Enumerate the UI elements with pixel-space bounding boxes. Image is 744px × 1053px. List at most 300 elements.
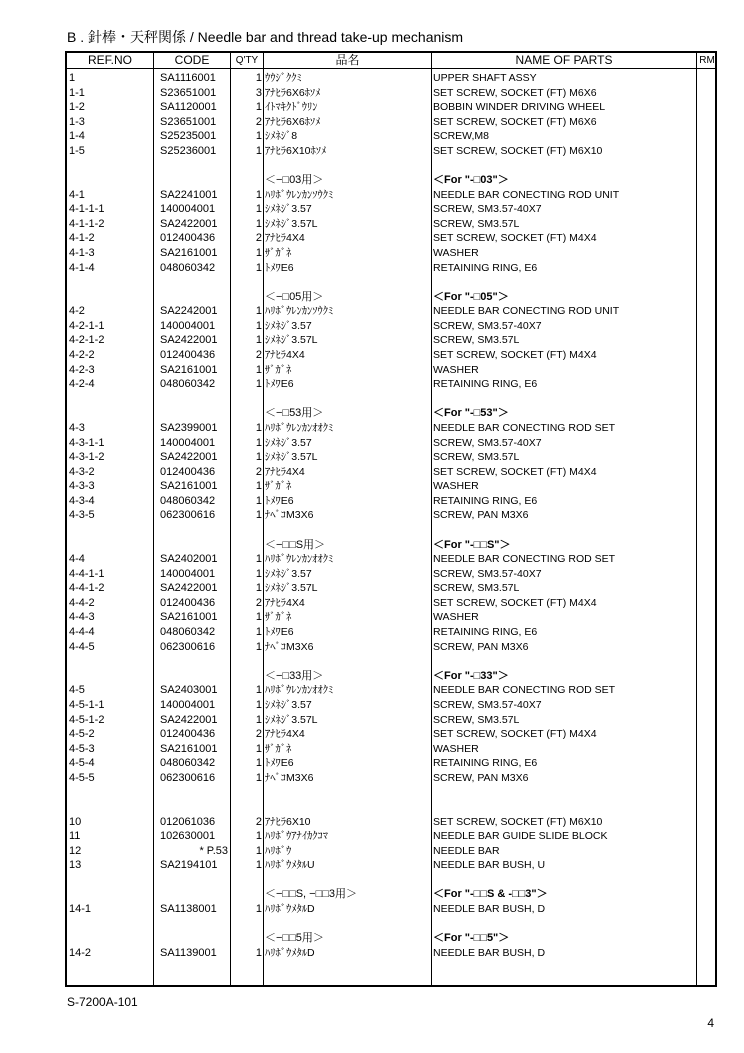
ref-no-cell: 4-4-1-1 [69, 567, 105, 580]
japanese-name-cell: ﾅﾍﾞｺM3X6 [265, 509, 314, 522]
table-row [67, 392, 715, 406]
header-ref-no: REF.NO [87, 53, 132, 67]
table-row [67, 742, 715, 756]
table-row [67, 917, 715, 931]
japanese-name-cell: ﾊﾘﾎﾞｳ [265, 844, 292, 857]
table-condition-row [67, 290, 715, 304]
table-row [67, 479, 715, 493]
qty-cell: 1 [255, 567, 262, 580]
table-row [67, 596, 715, 610]
part-name-cell: SCREW, SM3.57-40X7 [433, 436, 542, 449]
code-cell: 048060342 [160, 261, 216, 274]
ref-no-cell: 4-3-3 [69, 480, 95, 493]
qty-cell: 1 [255, 378, 262, 391]
ref-no-cell: 10 [69, 815, 82, 828]
japanese-name-cell: ﾊﾘﾎﾞｳﾚﾝｶﾝｵｵｸﾐ [265, 553, 334, 566]
table-row [67, 86, 715, 100]
table-row [67, 202, 715, 216]
ref-no-cell: 13 [69, 859, 82, 872]
header-divider [67, 68, 715, 69]
page-title: B . 針棒・天秤関係 / Needle bar and thread take-up mechanism [67, 29, 464, 45]
part-name-cell: SET SCREW, SOCKET (FT) M6X10 [433, 144, 603, 157]
qty-cell: 1 [255, 757, 262, 770]
code-cell: 012400436 [160, 349, 216, 362]
japanese-name-cell: ﾄﾒﾜE6 [265, 494, 294, 507]
ref-no-cell: 4-1-1-1 [69, 203, 105, 216]
japanese-name-cell: ｳｳｼﾞｸｸﾐ [265, 72, 302, 84]
table-row [67, 640, 715, 654]
qty-cell: 1 [255, 582, 262, 595]
part-name-cell: SCREW, SM3.57-40X7 [433, 203, 542, 216]
code-cell: 062300616 [160, 509, 216, 522]
code-cell: S23651001 [160, 115, 217, 128]
part-name-cell: ＜For "-□03"＞ [433, 174, 509, 187]
table-row [67, 421, 715, 435]
ref-no-cell: 4-4 [69, 553, 85, 566]
part-name-cell: WASHER [433, 246, 479, 259]
japanese-name-cell: ｼﾒﾈｼﾞ3.57 [265, 319, 312, 332]
part-name-cell: NEEDLE BAR BUSH, D [433, 903, 546, 916]
code-cell: * P.53 [199, 844, 228, 857]
japanese-name-cell: ｱﾅﾋﾗ6X10ﾎｿﾒ [265, 144, 327, 157]
part-name-cell: WASHER [433, 742, 479, 755]
qty-cell: 1 [255, 611, 262, 624]
code-cell: 012400436 [160, 728, 216, 741]
japanese-name-cell: ｱﾅﾋﾗ4X4 [265, 728, 305, 741]
qty-cell: 1 [255, 101, 262, 114]
ref-no-cell: 4-4-2 [69, 596, 95, 609]
ref-no-cell: 4-5-5 [69, 771, 95, 784]
table-row [67, 246, 715, 260]
table-row [67, 465, 715, 479]
japanese-name-cell: ｼﾒﾈｼﾞ3.57 [265, 203, 312, 216]
ref-no-cell: 4-2-2 [69, 349, 95, 362]
qty-cell: 1 [255, 188, 262, 201]
ref-no-cell: 4-4-5 [69, 640, 95, 653]
japanese-name-cell: ｻﾞｶﾞﾈ [265, 480, 292, 493]
table-row [67, 698, 715, 712]
part-name-cell: RETAINING RING, E6 [433, 757, 538, 770]
ref-no-cell: 4-1-2 [69, 232, 95, 245]
part-name-cell: SET SCREW, SOCKET (FT) M4X4 [433, 596, 597, 609]
japanese-name-cell: ﾊﾘﾎﾞｳﾒﾀﾙU [265, 859, 315, 872]
ref-no-cell: 1-2 [69, 101, 85, 114]
part-name-cell: ＜For "-□□5"＞ [433, 932, 510, 945]
qty-cell: 1 [255, 130, 262, 143]
ref-no-cell: 4-1-4 [69, 261, 95, 274]
table-condition-row [67, 173, 715, 187]
part-name-cell: RETAINING RING, E6 [433, 494, 538, 507]
ref-no-cell: 1-3 [69, 115, 85, 128]
part-name-cell: SCREW, PAN M3X6 [433, 509, 529, 522]
ref-no-cell: 4-3-5 [69, 509, 95, 522]
japanese-name-cell: ｱﾅﾋﾗ4X4 [265, 232, 305, 245]
qty-cell: 1 [255, 859, 262, 872]
part-name-cell: NEEDLE BAR GUIDE SLIDE BLOCK [433, 830, 608, 843]
part-name-cell: SET SCREW, SOCKET (FT) M6X6 [433, 86, 597, 99]
japanese-name-cell: ﾄﾒﾜE6 [265, 757, 294, 770]
code-cell: SA2422001 [160, 334, 218, 347]
table-row [67, 610, 715, 624]
part-name-cell: SET SCREW, SOCKET (FT) M4X4 [433, 232, 597, 245]
qty-cell: 1 [255, 217, 262, 230]
table-row [67, 844, 715, 858]
qty-cell: 1 [255, 334, 262, 347]
table-row [67, 815, 715, 829]
qty-cell: 1 [255, 144, 262, 157]
part-name-cell: NEEDLE BAR CONECTING ROD UNIT [433, 305, 620, 318]
ref-no-cell: 4-2-1-2 [69, 334, 105, 347]
qty-cell: 2 [255, 465, 262, 478]
header-name-of-parts: NAME OF PARTS [515, 53, 613, 67]
qty-cell: 1 [255, 436, 262, 449]
table-row [67, 319, 715, 333]
japanese-name-cell: ｼﾒﾈｼﾞ3.57L [265, 713, 318, 726]
ref-no-cell: 12 [69, 844, 82, 857]
japanese-name-cell: ｱﾅﾋﾗ6X6ﾎｿﾒ [265, 86, 321, 99]
code-cell: 140004001 [160, 203, 216, 216]
part-name-cell: SCREW, SM3.57L [433, 451, 520, 464]
japanese-name-cell: ﾅﾍﾞｺM3X6 [265, 640, 314, 653]
ref-no-cell: 4-3-1-1 [69, 436, 105, 449]
qty-cell: 1 [255, 771, 262, 784]
code-cell: 062300616 [160, 640, 216, 653]
part-name-cell: SET SCREW, SOCKET (FT) M4X4 [433, 465, 597, 478]
ref-no-cell: 4-5-1-1 [69, 698, 105, 711]
code-cell: 062300616 [160, 771, 216, 784]
table-row [67, 115, 715, 129]
table-row [67, 275, 715, 289]
japanese-name-cell: ｱﾅﾋﾗ4X4 [265, 465, 305, 478]
japanese-name-cell: ｼﾒﾈｼﾞ3.57 [265, 698, 312, 711]
code-cell: 140004001 [160, 698, 216, 711]
qty-cell: 1 [255, 319, 262, 332]
japanese-name-cell: ｻﾞｶﾞﾈ [265, 246, 292, 259]
qty-cell: 1 [255, 509, 262, 522]
qty-cell: 1 [255, 553, 262, 566]
code-cell: SA2242001 [160, 305, 218, 318]
japanese-name-cell: ﾄﾒﾜE6 [265, 626, 294, 639]
table-condition-row [67, 669, 715, 683]
code-cell: SA1138001 [160, 903, 217, 916]
part-name-cell: BOBBIN WINDER DRIVING WHEEL [433, 101, 606, 114]
qty-cell: 1 [255, 363, 262, 376]
qty-cell: 1 [255, 261, 262, 274]
japanese-name-cell: ＜−□□S用＞ [265, 538, 326, 551]
ref-no-cell: 4-5-2 [69, 728, 95, 741]
japanese-name-cell: ｱﾅﾋﾗ6X10 [265, 815, 311, 828]
ref-no-cell: 4-2-1-1 [69, 319, 105, 332]
table-row [67, 333, 715, 347]
table-row [67, 800, 715, 814]
ref-no-cell: 4-4-4 [69, 626, 95, 639]
code-cell: S25236001 [160, 144, 217, 157]
table-row [67, 377, 715, 391]
table-row [67, 71, 715, 85]
japanese-name-cell: ｼﾒﾈｼﾞ3.57 [265, 567, 312, 580]
japanese-name-cell: ｻﾞｶﾞﾈ [265, 611, 292, 624]
ref-no-cell: 4-3 [69, 421, 85, 434]
qty-cell: 1 [255, 903, 262, 916]
table-row [67, 158, 715, 172]
table-row [67, 785, 715, 799]
part-name-cell: UPPER SHAFT ASSY [433, 72, 537, 84]
qty-cell: 1 [255, 713, 262, 726]
code-cell: S25235001 [160, 130, 217, 143]
qty-cell: 1 [255, 626, 262, 639]
page-number: 4 [707, 1016, 714, 1030]
ref-no-cell: 11 [69, 830, 81, 843]
ref-no-cell: 14-1 [69, 903, 92, 916]
code-cell: 102630001 [160, 830, 216, 843]
part-name-cell: NEEDLE BAR BUSH, U [433, 859, 546, 872]
code-cell: 140004001 [160, 319, 216, 332]
table-row [67, 304, 715, 318]
table-row [67, 261, 715, 275]
part-name-cell: ＜For "-□□S & -□□3"＞ [433, 888, 548, 901]
code-cell: 012400436 [160, 232, 216, 245]
code-cell: 048060342 [160, 626, 216, 639]
ref-no-cell: 4-2 [69, 305, 85, 318]
code-cell: 140004001 [160, 436, 216, 449]
japanese-name-cell: ﾄﾒﾜE6 [265, 261, 294, 274]
qty-cell: 2 [255, 349, 262, 362]
table-condition-row [67, 406, 715, 420]
qty-cell: 2 [255, 728, 262, 741]
part-name-cell: SCREW, SM3.57-40X7 [433, 698, 542, 711]
part-name-cell: NEEDLE BAR CONECTING ROD SET [433, 684, 616, 697]
table-row [67, 713, 715, 727]
table-row [67, 523, 715, 537]
japanese-name-cell: ﾊﾘﾎﾞｳﾚﾝｶﾝｿｳｸﾐ [265, 188, 334, 201]
table-condition-row [67, 538, 715, 552]
ref-no-cell: 4-3-4 [69, 494, 95, 507]
part-name-cell: SET SCREW, SOCKET (FT) M6X10 [433, 815, 603, 828]
table-row [67, 873, 715, 887]
japanese-name-cell: ﾄﾒﾜE6 [265, 378, 294, 391]
qty-cell: 1 [255, 305, 262, 318]
japanese-name-cell: ＜−□□5用＞ [265, 932, 324, 945]
document-code: S-7200A-101 [67, 995, 138, 1009]
part-name-cell: NEEDLE BAR [433, 844, 500, 857]
table-row [67, 683, 715, 697]
ref-no-cell: 4-3-2 [69, 465, 95, 478]
qty-cell: 1 [255, 421, 262, 434]
header-japanese-name: 品名 [335, 53, 360, 67]
ref-no-cell: 4-5-4 [69, 757, 95, 770]
qty-cell: 2 [255, 115, 262, 128]
header-rm: RM [699, 55, 715, 66]
part-name-cell: SET SCREW, SOCKET (FT) M6X6 [433, 115, 597, 128]
part-name-cell: ＜For "-□□S"＞ [433, 538, 511, 551]
ref-no-cell: 4-5-3 [69, 742, 95, 755]
japanese-name-cell: ｼﾒﾈｼﾞ3.57L [265, 582, 318, 595]
part-name-cell: RETAINING RING, E6 [433, 261, 538, 274]
header-qty: Q'TY [235, 55, 259, 66]
part-name-cell: NEEDLE BAR CONECTING ROD SET [433, 421, 616, 434]
code-cell: SA2161001 [160, 363, 218, 376]
japanese-name-cell: ﾊﾘﾎﾞｳﾚﾝｶﾝｵｵｸﾐ [265, 421, 334, 434]
part-name-cell: SCREW, SM3.57L [433, 217, 520, 230]
ref-no-cell: 1-1 [69, 86, 85, 99]
qty-cell: 1 [255, 72, 262, 84]
japanese-name-cell: ﾊﾘﾎﾞｳﾚﾝｶﾝｵｵｸﾐ [265, 684, 334, 697]
qty-cell: 1 [255, 203, 262, 216]
part-name-cell: ＜For "-□53"＞ [433, 407, 509, 420]
table-row [67, 231, 715, 245]
table-row [67, 654, 715, 668]
ref-no-cell: 4-4-3 [69, 611, 95, 624]
ref-no-cell: 4-3-1-2 [69, 451, 105, 464]
qty-cell: 1 [255, 684, 262, 697]
table-row [67, 363, 715, 377]
code-cell: 012061036 [160, 815, 216, 828]
part-name-cell: WASHER [433, 480, 479, 493]
qty-cell: 1 [255, 830, 262, 843]
qty-cell: 1 [255, 844, 262, 857]
parts-table [65, 51, 717, 987]
japanese-name-cell: ﾊﾘﾎﾞｳﾚﾝｶﾝｿｳｸﾐ [265, 305, 334, 318]
ref-no-cell: 4-1 [69, 188, 85, 201]
qty-cell: 1 [255, 946, 262, 959]
table-row [67, 144, 715, 158]
table-row [67, 625, 715, 639]
code-cell: S23651001 [160, 86, 217, 99]
japanese-name-cell: ｱﾅﾋﾗ4X4 [265, 349, 305, 362]
part-name-cell: RETAINING RING, E6 [433, 378, 538, 391]
japanese-name-cell: ﾊﾘﾎﾞｳﾒﾀﾙD [265, 946, 315, 959]
part-name-cell: SCREW, SM3.57L [433, 334, 520, 347]
japanese-name-cell: ｻﾞｶﾞﾈ [265, 363, 292, 376]
ref-no-cell: 4-5-1-2 [69, 713, 105, 726]
japanese-name-cell: ｼﾒﾈｼﾞ3.57L [265, 217, 318, 230]
qty-cell: 1 [255, 451, 262, 464]
ref-no-cell: 4-1-3 [69, 246, 95, 259]
qty-cell: 1 [255, 640, 262, 653]
part-name-cell: SCREW, SM3.57L [433, 582, 520, 595]
part-name-cell: NEEDLE BAR CONECTING ROD UNIT [433, 188, 620, 201]
part-name-cell: SET SCREW, SOCKET (FT) M4X4 [433, 728, 597, 741]
ref-no-cell: 4-1-1-2 [69, 217, 105, 230]
japanese-name-cell: ﾊﾘﾎﾞｳｱﾅｲｶｸｺﾏ [265, 830, 328, 843]
table-row [67, 902, 715, 916]
table-row [67, 436, 715, 450]
code-cell: SA1139001 [160, 946, 217, 959]
code-cell: SA2241001 [160, 188, 218, 201]
part-name-cell: NEEDLE BAR CONECTING ROD SET [433, 553, 616, 566]
qty-cell: 1 [255, 246, 262, 259]
code-cell: SA2194101 [160, 859, 218, 872]
japanese-name-cell: ｼﾒﾈｼﾞ8 [265, 130, 298, 143]
japanese-name-cell: ｼﾒﾈｼﾞ3.57L [265, 334, 318, 347]
part-name-cell: SCREW, PAN M3X6 [433, 640, 529, 653]
code-cell: SA2422001 [160, 217, 218, 230]
japanese-name-cell: ＜−□03用＞ [265, 174, 324, 187]
part-name-cell: WASHER [433, 363, 479, 376]
part-name-cell: SCREW, PAN M3X6 [433, 771, 529, 784]
code-cell: SA2422001 [160, 451, 218, 464]
qty-cell: 1 [255, 742, 262, 755]
japanese-name-cell: ＜−□□S, −□□3用＞ [265, 888, 357, 901]
code-cell: 012400436 [160, 596, 216, 609]
ref-no-cell: 1-4 [69, 130, 85, 143]
code-cell: 012400436 [160, 465, 216, 478]
part-name-cell: ＜For "-□33"＞ [433, 669, 509, 682]
table-condition-row [67, 887, 715, 901]
table-row [67, 450, 715, 464]
table-row [67, 552, 715, 566]
part-name-cell: SET SCREW, SOCKET (FT) M4X4 [433, 349, 597, 362]
code-cell: SA2403001 [160, 684, 218, 697]
table-row [67, 494, 715, 508]
code-cell: SA2161001 [160, 611, 218, 624]
qty-cell: 2 [255, 815, 262, 828]
table-row [67, 771, 715, 785]
table-row [67, 858, 715, 872]
part-name-cell: ＜For "-□05"＞ [433, 290, 509, 303]
ref-no-cell: 4-4-1-2 [69, 582, 105, 595]
table-row [67, 129, 715, 143]
code-cell: 048060342 [160, 494, 216, 507]
code-cell: SA2422001 [160, 713, 218, 726]
japanese-name-cell: ｱﾅﾋﾗ4X4 [265, 596, 305, 609]
part-name-cell: WASHER [433, 611, 479, 624]
qty-cell: 2 [255, 232, 262, 245]
ref-no-cell: 4-2-4 [69, 378, 95, 391]
japanese-name-cell: ｲﾄﾏｷｸﾄﾞｳﾘﾝ [265, 101, 318, 114]
part-name-cell: SCREW, SM3.57-40X7 [433, 567, 542, 580]
japanese-name-cell: ＜−□33用＞ [265, 669, 324, 682]
code-cell: SA2402001 [160, 553, 218, 566]
part-name-cell: NEEDLE BAR BUSH, D [433, 946, 546, 959]
ref-no-cell: 1-5 [69, 144, 85, 157]
code-cell: SA2161001 [160, 246, 218, 259]
code-cell: SA1120001 [160, 101, 217, 114]
code-cell: SA2161001 [160, 742, 218, 755]
part-name-cell: RETAINING RING, E6 [433, 626, 538, 639]
table-row [67, 188, 715, 202]
table-condition-row [67, 931, 715, 945]
japanese-name-cell: ｻﾞｶﾞﾈ [265, 742, 292, 755]
code-cell: SA2161001 [160, 480, 218, 493]
japanese-name-cell: ｼﾒﾈｼﾞ3.57 [265, 436, 312, 449]
table-row [67, 348, 715, 362]
table-row [67, 756, 715, 770]
qty-cell: 1 [255, 494, 262, 507]
code-cell: 048060342 [160, 757, 216, 770]
ref-no-cell: 4-5 [69, 684, 85, 697]
code-cell: 140004001 [160, 567, 216, 580]
header-code: CODE [174, 53, 210, 67]
ref-no-cell: 1 [69, 72, 76, 84]
code-cell: SA2399001 [160, 421, 218, 434]
table-row [67, 946, 715, 960]
japanese-name-cell: ｱﾅﾋﾗ6X6ﾎｿﾒ [265, 115, 321, 128]
code-cell: 048060342 [160, 378, 216, 391]
qty-cell: 2 [255, 596, 262, 609]
part-name-cell: SCREW,M8 [433, 130, 490, 143]
code-cell: SA2422001 [160, 582, 218, 595]
ref-no-cell: 4-2-3 [69, 363, 95, 376]
table-row [67, 581, 715, 595]
japanese-name-cell: ＜−□05用＞ [265, 290, 324, 303]
code-cell: SA1116001 [160, 72, 216, 84]
japanese-name-cell: ﾊﾘﾎﾞｳﾒﾀﾙD [265, 903, 315, 916]
table-row [67, 567, 715, 581]
qty-cell: 1 [255, 480, 262, 493]
japanese-name-cell: ＜−□53用＞ [265, 407, 324, 420]
japanese-name-cell: ｼﾒﾈｼﾞ3.57L [265, 451, 318, 464]
